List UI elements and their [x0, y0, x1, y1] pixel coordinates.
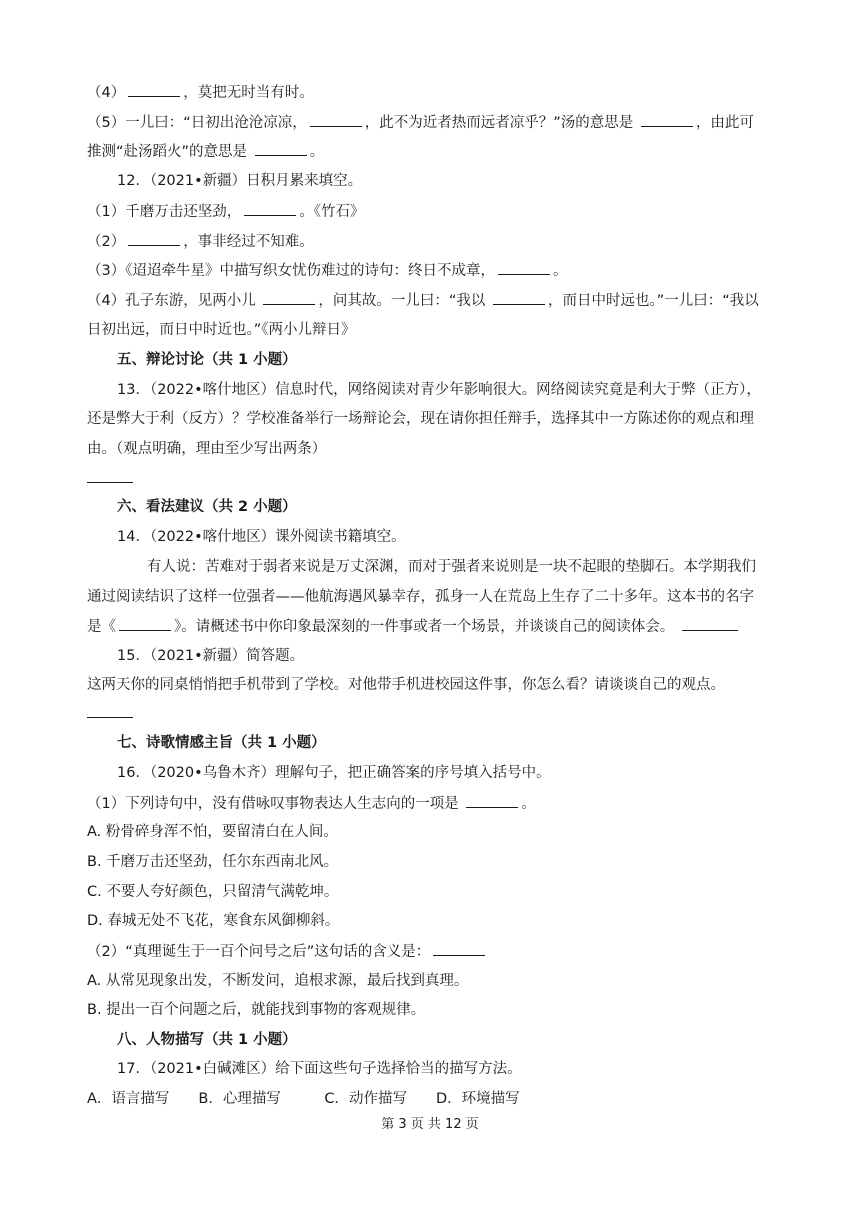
question-15-title: 15．（2021•新疆）简答题。 [117, 648, 305, 664]
question-15-line-1: 这两天你的同桌悄悄把手机带到了学校。对他带手机进校园这件事，你怎么看？请谈谈自己的观点。 [87, 677, 725, 693]
question-16-part-2: （2）“真理诞生于一百个问号之后”这句话的含义是： [87, 941, 488, 962]
section-8-title: 八、人物描写（共 1 小题） [117, 1032, 297, 1048]
option-b: B. 千磨万击还坚劲，任尔东西南北风。 [87, 854, 339, 870]
question-12-item-4-cont: 日初出远，而日中时近也。”《两小儿辩日》 [87, 322, 356, 338]
part-2-option-a: A. 从常见现象出发，不断发问，追根求源，最后找到真理。 [87, 973, 469, 989]
question-12-item-4: （4）孔子东游，见两小儿 ，问其故。一儿曰：“我以 ，而日中时远也。”一儿曰：“我以 [87, 290, 759, 311]
answer-line[interactable] [87, 482, 133, 483]
question-14-line-2: 通过阅读结识了这样一位强者——他航海遇风暴幸存，孤身一人在荒岛上生存了二十多年。这本书的名字 [87, 589, 754, 605]
question-13-line-3: 由。（观点明确，理由至少写出两条） [87, 441, 327, 457]
line-5-continued: 推测“赴汤蹈火”的意思是 。 [87, 141, 324, 162]
answer-blank[interactable] [310, 112, 362, 127]
answer-blank[interactable] [682, 616, 738, 631]
question-13-line-1: 13．（2022•喀什地区）信息时代，网络阅读对青少年影响很大。网络阅读究竟是利大于弊（正方）， [117, 382, 761, 398]
option-d: D. 春城无处不飞花，寒食东风御柳斜。 [87, 913, 340, 929]
answer-blank[interactable] [641, 112, 693, 127]
question-17-options: A．语言描写 B．心理描写 C．动作描写 D．环境描写 [87, 1091, 520, 1107]
part-2-option-b: B. 提出一百个问题之后，就能找到事物的客观规律。 [87, 1002, 426, 1018]
question-12-item-3: （3）《迢迢牵牛星》中描写织女忧伤难过的诗句：终日不成章， 。 [87, 260, 567, 281]
question-14-line-3: 是《 》。请概述书中你印象最深刻的一件事或者一个场景，并谈谈自己的阅读体会。 [87, 616, 741, 637]
question-14-title: 14．（2022•喀什地区）课外阅读书籍填空。 [117, 529, 406, 545]
option-c: C. 不要人夸好颜色，只留清气满乾坤。 [87, 884, 339, 900]
answer-blank[interactable] [128, 231, 180, 246]
question-12-title: 12．（2021•新疆）日积月累来填空。 [117, 173, 363, 189]
answer-blank[interactable] [493, 290, 545, 305]
answer-blank[interactable] [244, 201, 296, 216]
question-17-title: 17．（2021•白碱滩区）给下面这些句子选择恰当的描写方法。 [117, 1061, 522, 1077]
question-16-part-1: （1）下列诗句中，没有借咏叹事物表达人生志向的一项是 。 [87, 793, 536, 814]
answer-blank[interactable] [466, 793, 518, 808]
question-12-item-2: （2） ，事非经过不知难。 [87, 231, 314, 252]
question-12-item-1: （1）千磨万击还坚劲， 。《竹石》 [87, 201, 364, 222]
line-5-liangxiaoer: （5）一儿曰：“日初出沧沧凉凉， ，此不为近者热而远者凉乎？”汤的意思是 ，由此可 [87, 112, 754, 133]
option-a: A. 粉骨碎身浑不怕，要留清白在人间。 [87, 824, 338, 840]
answer-line[interactable] [87, 717, 133, 718]
section-5-title: 五、辩论讨论（共 1 小题） [117, 352, 297, 368]
question-13-line-2: 还是弊大于利（反方）？学校准备举行一场辩论会，现在请你担任辩手，选择其中一方陈述你的观点和理 [87, 411, 754, 427]
page-footer: 第 3 页 共 12 页 [381, 1117, 479, 1132]
answer-blank[interactable] [498, 260, 550, 275]
answer-blank[interactable] [263, 290, 315, 305]
answer-blank[interactable] [128, 82, 180, 97]
question-14-line-1: 有人说：苦难对于弱者来说是万丈深渊，而对于强者来说则是一块不起眼的垫脚石。本学期我们 [147, 559, 756, 575]
answer-blank[interactable] [119, 616, 171, 631]
section-7-title: 七、诗歌情感主旨（共 1 小题） [117, 735, 326, 751]
question-16-title: 16．（2020•乌鲁木齐）理解句子，把正确答案的序号填入括号中。 [117, 765, 551, 781]
answer-blank[interactable] [433, 941, 485, 956]
line-4-poem: （4） ，莫把无时当有时。 [87, 82, 314, 103]
section-6-title: 六、看法建议（共 2 小题） [117, 499, 297, 515]
answer-blank[interactable] [255, 141, 307, 156]
